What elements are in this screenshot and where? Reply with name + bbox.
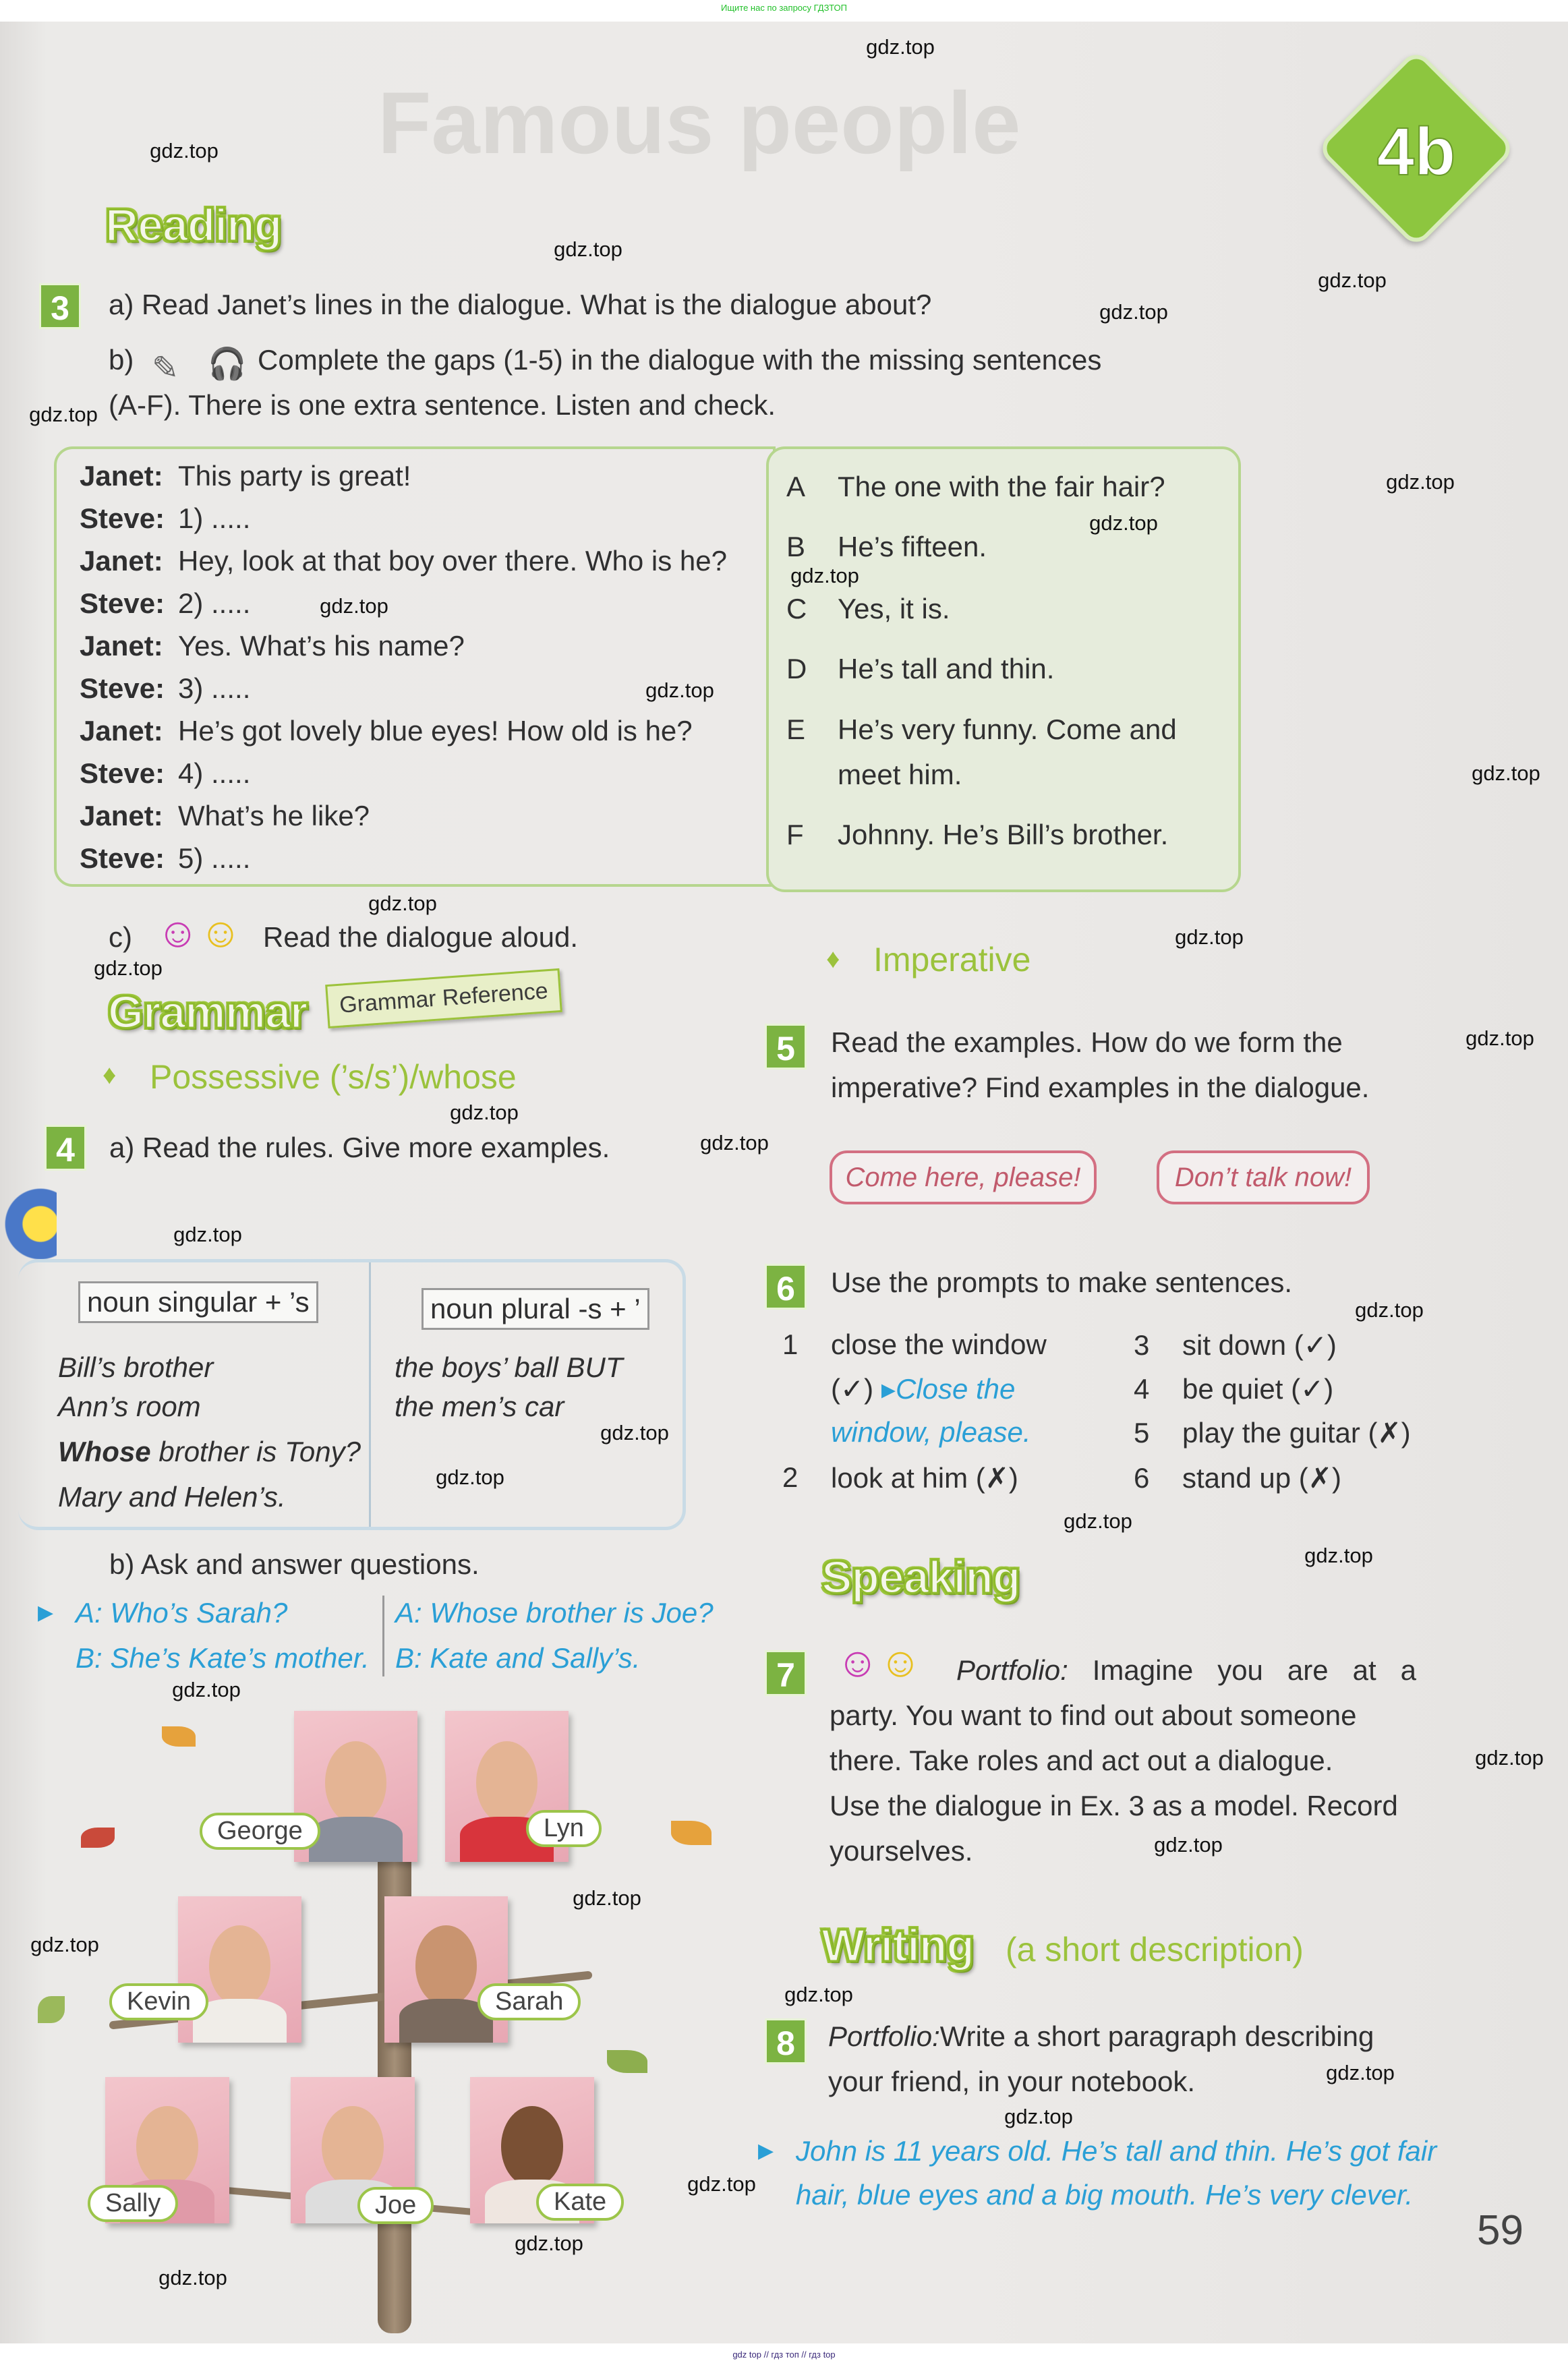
leaf-icon bbox=[607, 2050, 647, 2073]
watermark: gdz.top bbox=[1089, 511, 1158, 535]
dialogue-line: Steve: 3) ..... bbox=[80, 672, 251, 704]
label-lyn: Lyn bbox=[526, 1810, 602, 1847]
arrow-icon: ▸ bbox=[881, 1373, 896, 1405]
watermark: gdz.top bbox=[1154, 1833, 1223, 1857]
option-d: D He’s tall and thin. bbox=[786, 653, 1055, 684]
watermark: gdz.top bbox=[1326, 2061, 1395, 2084]
pencil-icon: ✎ bbox=[152, 351, 179, 386]
watermark: gdz.top bbox=[1472, 761, 1540, 785]
leaf-icon bbox=[671, 1821, 712, 1845]
leaf-icon bbox=[38, 1996, 65, 2023]
ex3c-instruction: Read the dialogue aloud. bbox=[263, 921, 579, 953]
photo-sarah bbox=[384, 1896, 508, 2043]
ex3a-instruction: a) Read Janet’s lines in the dialogue. What is the dialogue about? bbox=[109, 289, 932, 320]
ex6-item-1: close the window bbox=[831, 1329, 1047, 1360]
noun-plural-rule: noun plural -s + ’ bbox=[422, 1288, 649, 1330]
play-arrow-icon: ▶ bbox=[38, 1602, 54, 1624]
ex4b-instruction: b) Ask and answer questions. bbox=[109, 1548, 480, 1580]
watermark: gdz.top bbox=[554, 237, 622, 261]
ex6-item-1-num: 1 bbox=[782, 1329, 798, 1360]
grammar-reference-tag: Grammar Reference bbox=[325, 968, 562, 1028]
ex7-line1: Portfolio: Imagine you are at a bbox=[956, 1654, 1417, 1686]
reading-header: Reading bbox=[105, 200, 282, 251]
diamond-bullet-icon: ♦ bbox=[103, 1060, 117, 1090]
imperative-topic: Imperative bbox=[873, 941, 1031, 979]
ex3b-line1: Complete the gaps (1-5) in the dialogue with the missing sentences bbox=[258, 344, 1102, 376]
watermark: gdz.top bbox=[29, 403, 98, 426]
label-sarah: Sarah bbox=[477, 1983, 581, 2020]
table-divider bbox=[369, 1262, 371, 1527]
writing-subtitle: (a short description) bbox=[1006, 1931, 1304, 1968]
watermark: gdz.top bbox=[600, 1421, 669, 1444]
ex7-line2: party. You want to find out about someone bbox=[830, 1699, 1357, 1731]
watermark: gdz.top bbox=[150, 139, 219, 163]
option-a: A The one with the fair hair? bbox=[786, 471, 1165, 502]
ex7-line5: yourselves. bbox=[830, 1835, 973, 1867]
watermark: gdz.top bbox=[30, 1933, 99, 1956]
bottom-banner-note: gdz top // гдз топ // гдз top bbox=[732, 2349, 836, 2360]
option-b: B He’s fifteen. bbox=[786, 531, 987, 562]
watermark: gdz.top bbox=[94, 956, 163, 980]
watermark: gdz.top bbox=[515, 2231, 583, 2255]
smiley-faces-icon: ☺☺ bbox=[156, 910, 242, 956]
speaking-header: Speaking bbox=[821, 1552, 1020, 1603]
page-number: 59 bbox=[1477, 2207, 1523, 2254]
ex8-line2: your friend, in your notebook. bbox=[828, 2066, 1195, 2097]
ex6-item-5: 5 play the guitar (✗) bbox=[1134, 1417, 1411, 1449]
leaf-icon bbox=[81, 1828, 115, 1848]
top-banner-note: Ищите нас по запросу ГДЗТОП bbox=[720, 3, 847, 13]
ex6-item-2: look at him (✗) bbox=[831, 1462, 1018, 1494]
dialogue-line: Janet: Yes. What’s his name? bbox=[80, 630, 465, 662]
watermark: gdz.top bbox=[320, 594, 388, 618]
dialogue-line: Janet: Hey, look at that boy over there. Who is he? bbox=[80, 545, 727, 577]
ex4a-instruction: a) Read the rules. Give more examples. bbox=[109, 1132, 610, 1163]
writing-header: Writing bbox=[821, 1920, 974, 1971]
example-a1: B: She’s Kate’s mother. bbox=[76, 1642, 370, 1674]
ex6-item-4: 4 be quiet (✓) bbox=[1134, 1373, 1334, 1405]
option-f: F Johnny. He’s Bill’s brother. bbox=[786, 819, 1169, 850]
ex6-item-6: 6 stand up (✗) bbox=[1134, 1462, 1341, 1494]
watermark: gdz.top bbox=[172, 1678, 241, 1701]
dialogue-line: Steve: 4) ..... bbox=[80, 757, 251, 789]
dialogue-line: Janet: This party is great! bbox=[80, 460, 411, 492]
watermark: gdz.top bbox=[1304, 1544, 1373, 1567]
option-e: E He’s very funny. Come and bbox=[786, 713, 1177, 745]
play-arrow-icon: ▶ bbox=[758, 2140, 774, 2162]
lamp-icon bbox=[3, 1180, 57, 1268]
watermark: gdz.top bbox=[1386, 470, 1455, 494]
ex3b-line2: (A-F). There is one extra sentence. Listen and check. bbox=[109, 389, 776, 421]
unit-badge-label: 4b bbox=[1376, 114, 1456, 189]
watermark: gdz.top bbox=[158, 2266, 227, 2289]
watermark: gdz.top bbox=[1318, 268, 1387, 292]
ex5-line1: Read the examples. How do we form the bbox=[831, 1026, 1343, 1058]
label-sally: Sally bbox=[88, 2185, 178, 2222]
watermark: gdz.top bbox=[1175, 925, 1244, 949]
leaf-icon bbox=[162, 1726, 196, 1747]
dialogue-line: Janet: He’s got lovely blue eyes! How old is he? bbox=[80, 715, 693, 747]
exercise-number-4: 4 bbox=[45, 1125, 86, 1171]
ex3c-label: c) bbox=[109, 921, 132, 953]
exercise-number-6: 6 bbox=[765, 1264, 807, 1310]
watermark: gdz.top bbox=[1475, 1746, 1544, 1770]
watermark: gdz.top bbox=[1004, 2105, 1073, 2128]
options-box bbox=[766, 446, 1241, 892]
example-divider bbox=[382, 1596, 384, 1676]
noun-singular-rule: noun singular + ’s bbox=[78, 1281, 318, 1323]
label-george: George bbox=[200, 1813, 320, 1850]
writing-example-line2: hair, blue eyes and a big mouth. He’s very clever. bbox=[796, 2179, 1414, 2211]
watermark: gdz.top bbox=[700, 1131, 769, 1155]
example-anns-room: Ann’s room bbox=[58, 1391, 201, 1422]
example-bills-brother: Bill’s brother bbox=[58, 1351, 214, 1383]
option-c: C Yes, it is. bbox=[786, 593, 950, 624]
watermark: gdz.top bbox=[687, 2172, 756, 2196]
ex3b-label: b) bbox=[109, 344, 134, 376]
watermark: gdz.top bbox=[1465, 1026, 1534, 1050]
ex5-line2: imperative? Find examples in the dialogue. bbox=[831, 1072, 1370, 1103]
label-kate: Kate bbox=[536, 2184, 624, 2221]
dialogue-line: Steve: 1) ..... bbox=[80, 502, 251, 534]
option-e-cont: meet him. bbox=[838, 759, 962, 790]
possessive-topic: Possessive (’s/s’)/whose bbox=[150, 1058, 517, 1096]
label-kevin: Kevin bbox=[109, 1983, 208, 2020]
watermark: gdz.top bbox=[450, 1101, 519, 1124]
ex6-item-1-tick: (✓) ▸Close the bbox=[831, 1373, 1016, 1405]
exercise-number-5: 5 bbox=[765, 1024, 807, 1070]
ex8-line1: Portfolio:Write a short paragraph describing bbox=[828, 2020, 1374, 2052]
dialogue-line: Steve: 2) ..... bbox=[80, 587, 251, 619]
grammar-header: Grammar bbox=[108, 987, 308, 1038]
writing-example-line1: John is 11 years old. He’s tall and thin. He’s got fair bbox=[796, 2135, 1437, 2167]
example-q2: A: Whose brother is Joe? bbox=[395, 1597, 714, 1629]
watermark: gdz.top bbox=[1355, 1298, 1424, 1322]
watermark: gdz.top bbox=[436, 1465, 504, 1489]
speech-bubble-come-here: Come here, please! bbox=[830, 1150, 1097, 1204]
example-boys-ball: the boys’ ball BUT bbox=[395, 1351, 623, 1383]
diamond-bullet-icon: ♦ bbox=[826, 944, 840, 974]
watermark: gdz.top bbox=[866, 35, 935, 59]
example-a2: B: Kate and Sally’s. bbox=[395, 1642, 641, 1674]
ex6-item-2-num: 2 bbox=[782, 1461, 798, 1493]
dialogue-line: Steve: 5) ..... bbox=[80, 842, 251, 874]
example-q1: A: Who’s Sarah? bbox=[76, 1597, 288, 1629]
watermark: gdz.top bbox=[645, 678, 714, 702]
speech-bubble-dont-talk: Don’t talk now! bbox=[1157, 1150, 1370, 1204]
watermark: gdz.top bbox=[784, 1983, 853, 2006]
dialogue-box bbox=[54, 446, 776, 887]
watermark: gdz.top bbox=[573, 1886, 641, 1910]
smiley-faces-icon: ☺☺ bbox=[836, 1639, 922, 1686]
example-mens-car: the men’s car bbox=[395, 1391, 564, 1422]
ex7-line4: Use the dialogue in Ex. 3 as a model. Record bbox=[830, 1790, 1398, 1821]
watermark: gdz.top bbox=[368, 892, 437, 915]
watermark: gdz.top bbox=[790, 564, 859, 587]
label-joe: Joe bbox=[357, 2187, 434, 2224]
watermark: gdz.top bbox=[1099, 300, 1168, 324]
example-whose: Whose brother is Tony? bbox=[58, 1436, 361, 1467]
watermark: gdz.top bbox=[1064, 1509, 1132, 1533]
ex7-line3: there. Take roles and act out a dialogue. bbox=[830, 1745, 1333, 1776]
photo-kevin bbox=[178, 1896, 301, 2043]
ex6-instruction: Use the prompts to make sentences. bbox=[831, 1266, 1292, 1298]
ex6-item-3: 3 sit down (✓) bbox=[1134, 1329, 1337, 1361]
background-title: Famous people bbox=[378, 74, 1021, 172]
headphones-icon: 🎧 bbox=[208, 346, 247, 381]
ex6-item-1-example: window, please. bbox=[831, 1416, 1031, 1448]
exercise-number-8: 8 bbox=[765, 2018, 807, 2064]
exercise-number-7: 7 bbox=[765, 1650, 807, 1696]
dialogue-line: Janet: What’s he like? bbox=[80, 800, 370, 831]
example-mary-helen: Mary and Helen’s. bbox=[58, 1481, 286, 1513]
exercise-number-3: 3 bbox=[39, 283, 81, 329]
watermark: gdz.top bbox=[173, 1223, 242, 1246]
